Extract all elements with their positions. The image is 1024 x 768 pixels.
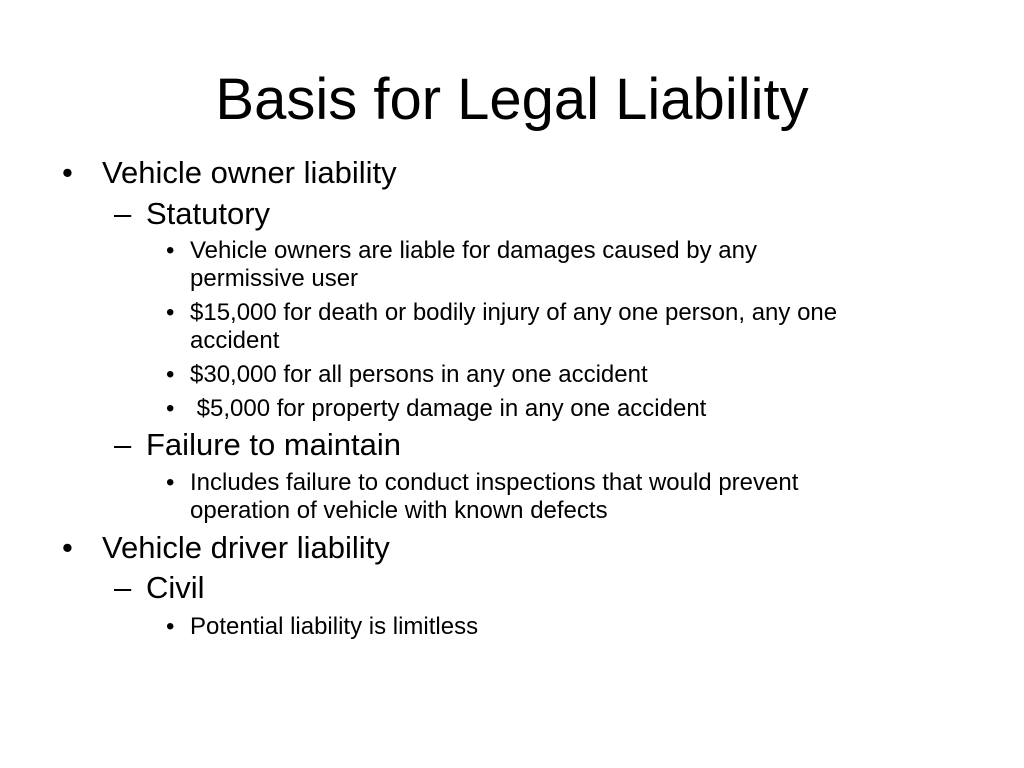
bullet-text-line-1: Vehicle owners are liable for damages caused by any bbox=[190, 237, 757, 264]
dash-marker: – bbox=[114, 570, 132, 605]
bullet-level3-limitless bbox=[166, 613, 479, 641]
bullet-text: $5,000 for property damage in any one accident bbox=[190, 395, 707, 422]
bullet-marker: • bbox=[166, 237, 175, 264]
bullet-level1-vehicle-driver-liability bbox=[62, 530, 390, 566]
bullet-level3-15000 bbox=[166, 299, 838, 327]
bullet-text: Vehicle driver liability bbox=[102, 530, 390, 565]
bullet-text: Statutory bbox=[146, 196, 271, 231]
bullet-level3-inspections bbox=[166, 469, 799, 497]
bullet-marker: • bbox=[166, 299, 175, 326]
bullet-text-line-1: Includes failure to conduct inspections that would prevent bbox=[190, 469, 799, 496]
bullet-text-line-2: accident bbox=[190, 327, 280, 354]
bullet-marker: • bbox=[166, 361, 175, 388]
bullet-text: Vehicle owner liability bbox=[102, 155, 397, 190]
bullet-text: Failure to maintain bbox=[146, 427, 402, 462]
bullet-text: $30,000 for all persons in any one accident bbox=[190, 361, 648, 388]
bullet-level3-5000 bbox=[166, 395, 707, 423]
bullet-marker: • bbox=[62, 155, 73, 190]
bullet-text-line-1: $15,000 for death or bodily injury of any one person, any one bbox=[190, 299, 838, 326]
dash-marker: – bbox=[114, 196, 132, 231]
bullet-level3-15000-continuation bbox=[190, 327, 279, 355]
bullet-text: Potential liability is limitless bbox=[190, 613, 479, 640]
bullet-level3-owners-liable-continuation bbox=[190, 265, 358, 293]
bullet-level1-vehicle-owner-liability bbox=[62, 155, 397, 191]
bullet-marker: • bbox=[166, 469, 175, 496]
bullet-level3-owners-liable bbox=[166, 237, 757, 265]
bullet-level2-failure-to-maintain bbox=[114, 427, 402, 463]
bullet-level2-statutory bbox=[114, 196, 271, 232]
bullet-marker: • bbox=[62, 530, 73, 565]
bullet-text-line-2: permissive user bbox=[190, 265, 359, 292]
bullet-marker: • bbox=[166, 613, 175, 640]
slide-title: Basis for Legal Liability bbox=[215, 67, 809, 132]
bullet-level2-civil bbox=[114, 570, 205, 606]
bullet-text-line-2: operation of vehicle with known defects bbox=[190, 497, 608, 524]
bullet-text: Civil bbox=[146, 570, 205, 605]
bullet-marker: • bbox=[166, 395, 175, 422]
bullet-level3-inspections-continuation bbox=[190, 497, 608, 525]
bullet-level3-30000 bbox=[166, 361, 648, 389]
dash-marker: – bbox=[114, 427, 132, 462]
